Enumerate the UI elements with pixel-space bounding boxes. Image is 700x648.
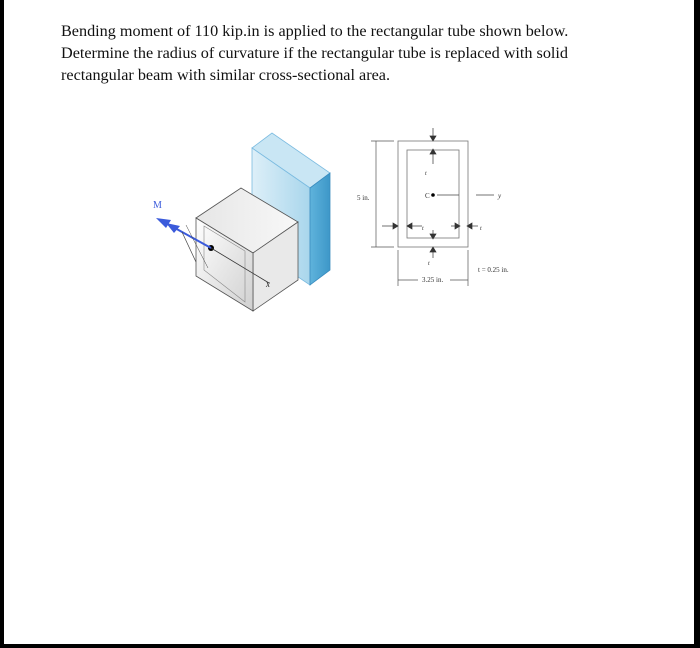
problem-page — [4, 0, 694, 644]
x-axis-label: x — [266, 279, 270, 289]
width-label: 3.25 in. — [422, 276, 444, 284]
t-label-left: t — [422, 226, 424, 232]
thickness-arrows — [382, 128, 478, 258]
problem-line-2: Determine the radius of curvature if the rectangular tube is replaced with solid — [61, 44, 569, 62]
moment-label: M — [153, 200, 162, 211]
problem-line-1: Bending moment of 110 kip.in is applied to the rectangular tube shown below. — [61, 22, 569, 40]
t-label-top: t — [425, 171, 427, 177]
centroid-label: C — [425, 192, 430, 200]
centroid-point — [431, 193, 435, 197]
height-dimension — [371, 141, 394, 247]
beam-figure — [4, 0, 694, 644]
height-label: 5 in. — [357, 194, 370, 202]
y-axis-label: y — [498, 192, 502, 200]
t-label-bottom: t — [428, 261, 430, 267]
problem-line-3: rectangular beam with similar cross-sectional area. — [61, 66, 391, 84]
t-label-right: t — [480, 226, 482, 232]
thickness-value-label: t = 0.25 in. — [478, 266, 509, 274]
